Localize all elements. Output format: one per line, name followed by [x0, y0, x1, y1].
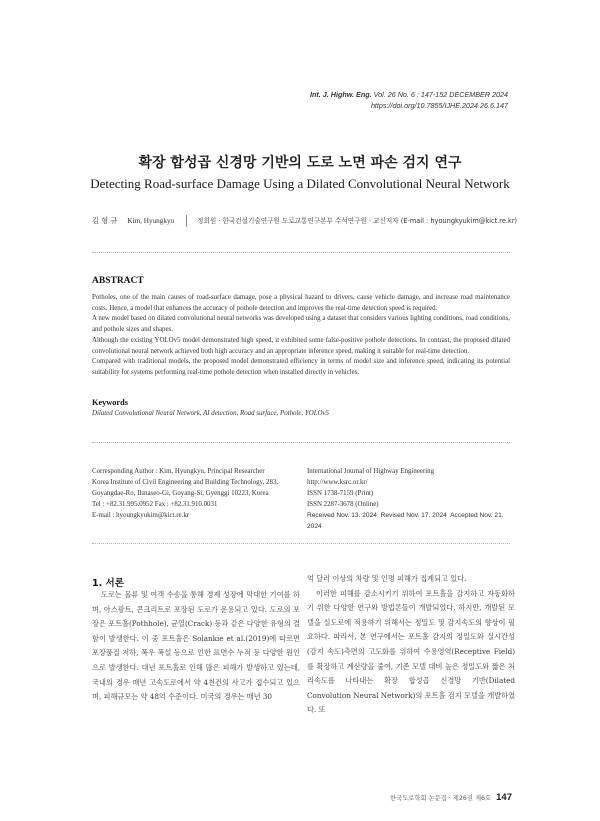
author-separator — [186, 215, 187, 227]
journal-header — [310, 89, 508, 111]
page-footer — [390, 792, 512, 803]
corresponding-line: Goyangdae-Ro, Ilsnaseo-Gi, Goyang-Si, Gyenggi 10223, Korea — [92, 490, 269, 497]
title-korean: 확장 합성곱 신경망 기반의 도로 노면 파손 검지 연구 — [138, 155, 462, 171]
page-number: 147 — [496, 792, 512, 803]
footer-journal: 한국도로학회 논문집 · 제26권 제6호 — [390, 795, 492, 802]
body-paragraph: 도로는 물류 및 여객 수송을 통해 경제 성장에 막대한 기여를 하며, 아스팔트, 콘크리트로 포장된 도로가 운용되고 있다. 도로의 포장은 포트홀(Pothhole), 균열(Crack) 등과 같은 다양한 유형의 결함이 발생한다. 이 중 포트홀은 Solankie et al.(2019)에 따르면 포장품질 저하, 폭우 폭설 등으로 인한 표면수 누적 등 다양한 원인으로 발생한다. 대년 포트홀로 인해 많은 피해가 발생하고 있는데, 국내의 경우 매년 고속도로에서 약 4천건의 사고가 접수되고 있으며, 피해규모는 약 48억 수준이다. 미국의 경우는 매년 30 — [92, 590, 300, 702]
journal-abbrev: Int. J. Highw. Eng. — [310, 90, 372, 99]
corresponding-line: Korea Institute of Civil Engineering and Building Technology, 283, — [92, 479, 279, 486]
author-line — [92, 215, 517, 227]
corresponding-line: Corresponding Author : Kim, Hyungkyu, Principal Researcher — [92, 468, 265, 475]
body-column-left — [92, 588, 300, 705]
abstract-paragraph: Potholes, one of the main causes of road-surface damage, pose a physical hazard to drivers, cause vehicle damage, and increase road maintenance costs. Hence, a model that enhances the accuracy of pothole detection and improves the real-time detection speed is required. — [92, 294, 510, 312]
author-name-korean: 김 형 규 — [92, 216, 118, 225]
body-column-right — [307, 572, 515, 718]
submission-dates — [307, 510, 512, 532]
divider-top — [92, 252, 510, 253]
issn-print: ISSN 1738-7159 (Print) — [307, 490, 374, 497]
author-name-english: Kim, Hyungkyu — [127, 217, 175, 225]
journal-info-block — [307, 466, 512, 532]
title-english: Detecting Road-surface Damage Using a Dilated Convolutional Neural Network — [90, 176, 510, 191]
divider-bottom — [92, 543, 510, 544]
received-label: Received — [307, 512, 335, 519]
volume-info: Vol. 26 No. 6 : 147-152 DECEMBER 2024 — [373, 90, 508, 99]
corresponding-email: E-mail : hyoungkyukim@kict.re.kr — [92, 512, 190, 519]
revised-label: Revised — [380, 512, 405, 519]
revised-date: Nov. 17. 2024 — [406, 512, 447, 519]
section-heading: 1. 서론 — [92, 578, 124, 589]
corresponding-author-block — [92, 466, 297, 521]
abstract-paragraph: A new model based on dilated convolutional neural networks was developed using a dataset that considers various lighting conditions, road conditions, and pothole sizes and shapes. — [92, 315, 510, 334]
body-paragraph: 이러한 피해를 감소시키기 위하여 포트홀을 감지하고 자동화하기 위한 다양한 연구와 방법론들이 개발되었다. 하지만, 개발된 모델을 실도로에 적용하기 위해서는 정밀도 및 감지속도의 향상이 필요하다. 따라서, 본 연구에서는 포트홀 감지의 정밀도와 실시간성(감지 속도)측면의 고도화를 위하여 수용영역(Receptive Field)를 확장하고 계산량을 줄여, 기존 모델 대비 높은 정밀도와 짧은 처리속도를 나타내는 확장 합성곱 신경망 기반(Dilated Convolution Neural Network)의 포트홀 검지 모델을 개발하였다. 또 — [307, 588, 515, 715]
journal-url[interactable]: http://www.ksrc.or.kr/ — [307, 479, 368, 486]
abstract-heading: ABSTRACT — [92, 276, 144, 286]
keywords-list: Dilated Convolutional Neural Network, AI detection, Road surface, Pothole, YOLOv5 — [92, 410, 329, 417]
journal-name: International Journal of Highway Engineering — [307, 468, 435, 475]
corresponding-line: Tel : +82.31.995.0952 Fax : +82.31.910.0031 — [92, 501, 218, 508]
abstract-paragraph: Although the existing YOLOv5 model demonstrated high speed, it exhibited some false-positive pothole detections. In contrast, the proposed dilated convolutional neural network achieved both high accuracy and an appropriate inference speed, making it suitable for real-time detection. — [92, 336, 510, 355]
divider-middle — [92, 442, 510, 443]
body-paragraph-continued: 억 달러 이상의 차량 및 인명 피해가 집계되고 있다. — [307, 574, 467, 583]
abstract-body — [92, 293, 510, 379]
abstract-paragraph: Compared with traditional models, the proposed model demonstrated efficiency in terms of model size and inference speed, indicating its potential suitability for systems performing real-time pothole detection when installed directly in vehicles. — [92, 358, 510, 376]
issn-online: ISSN 2287-3678 (Online) — [307, 501, 379, 508]
accepted-label: Accepted — [450, 512, 478, 519]
doi-link[interactable]: https://doi.org/10.7855/IJHE.2024.26.6.147 — [370, 101, 508, 110]
received-date: Nov. 13. 2024 — [336, 512, 377, 519]
keywords-heading: Keywords — [92, 398, 128, 407]
author-affiliation: 정회원 · 한국건설기술연구원 도로교통연구본부 수석연구원 · 교신저자 (E-mail : hyoungkyukim@kict.re.kr) — [197, 217, 518, 225]
accepted-date: Nov. 21. 2024 — [307, 512, 504, 530]
